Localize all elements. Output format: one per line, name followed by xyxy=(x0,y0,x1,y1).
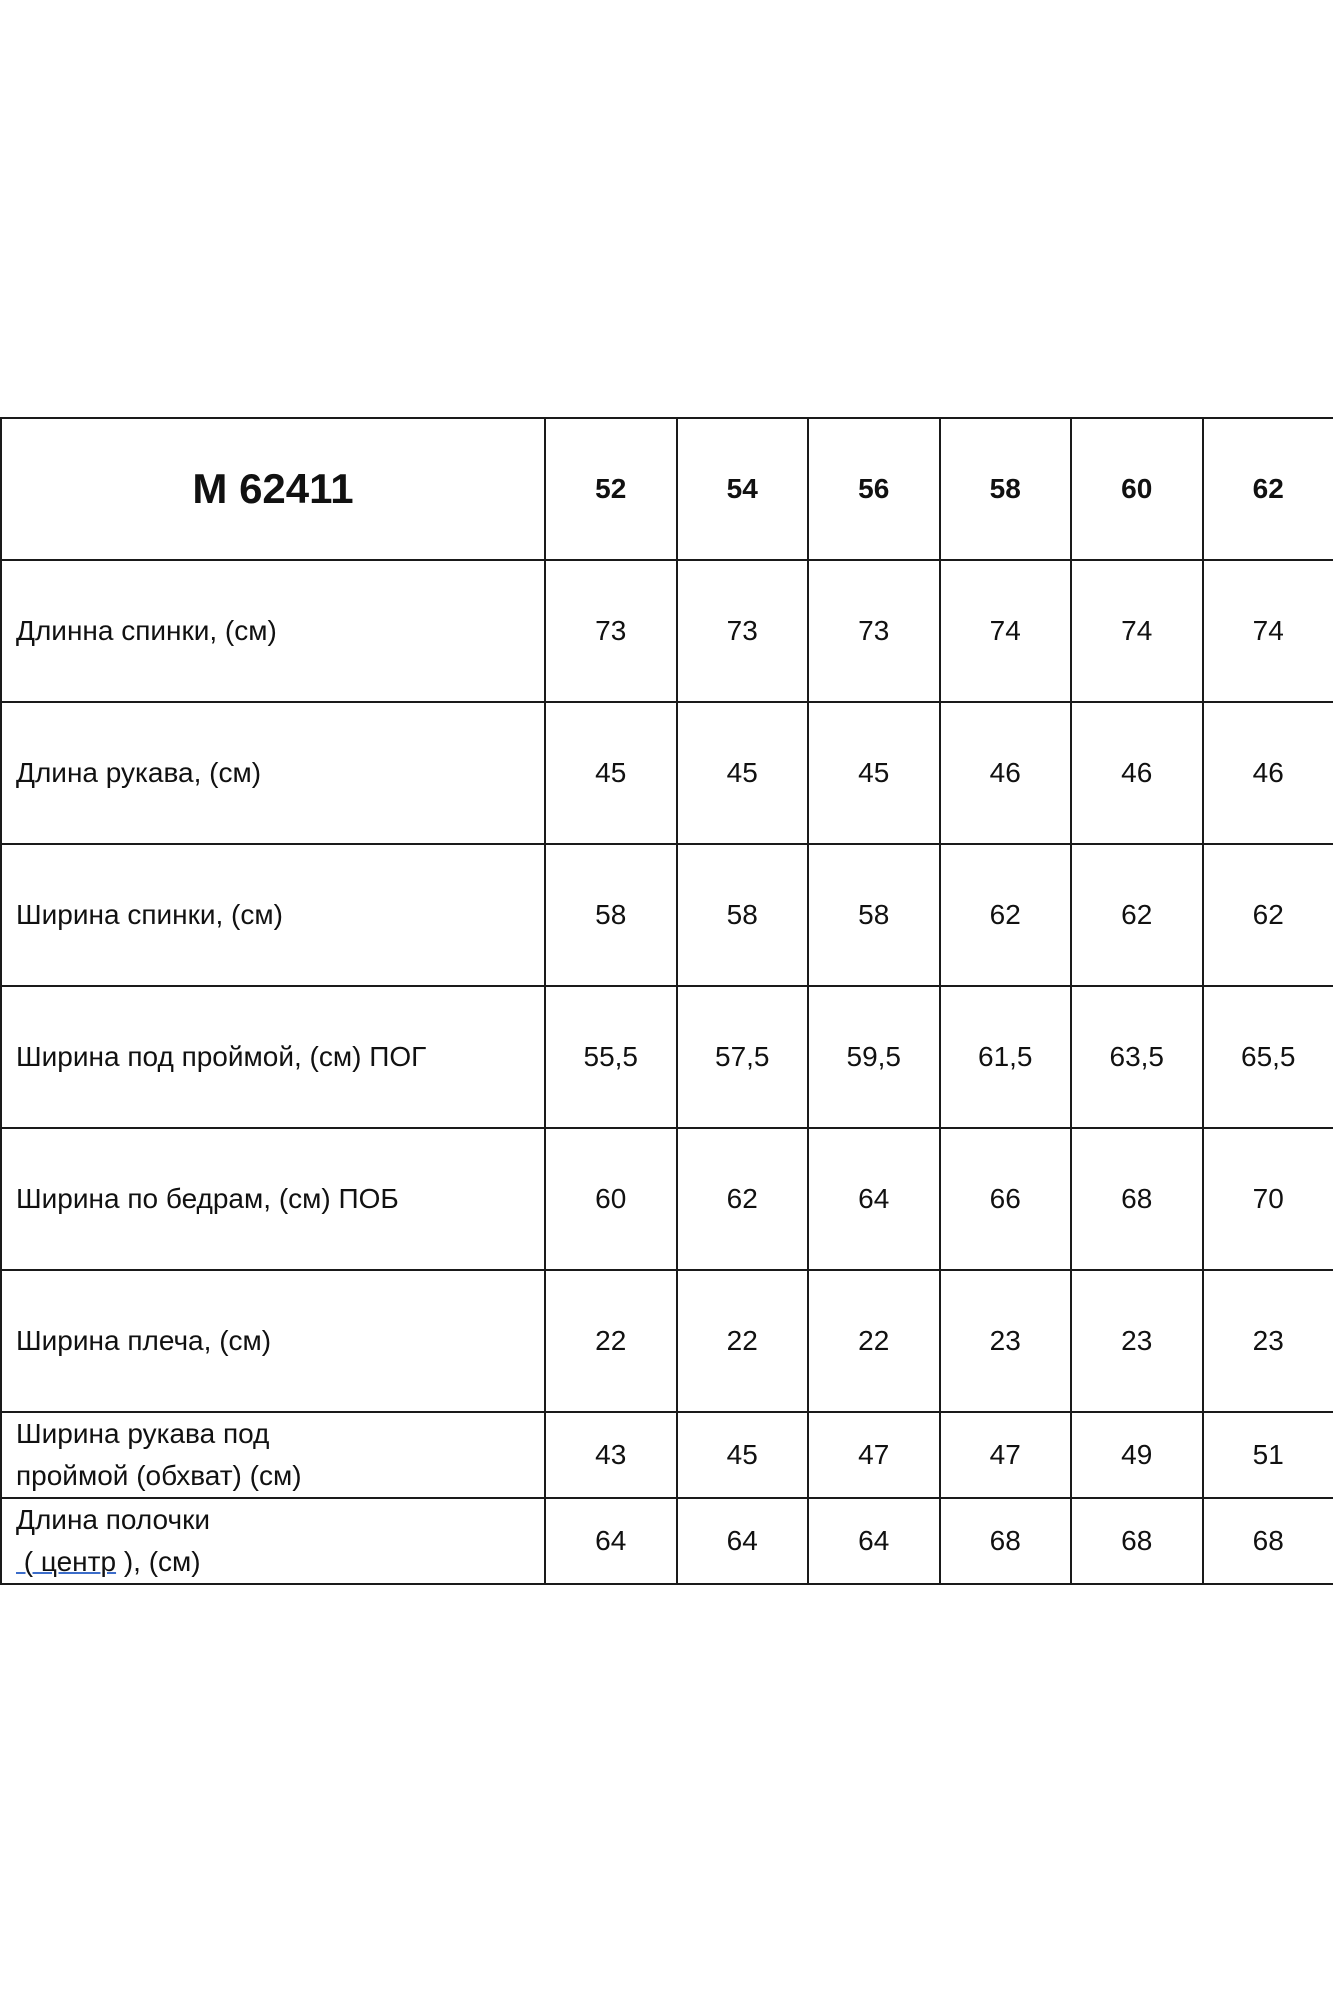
table-cell: 62 xyxy=(677,1128,809,1270)
size-header: 56 xyxy=(808,418,940,560)
table-cell: 22 xyxy=(677,1270,809,1412)
row-label: Длина рукава, (см) xyxy=(1,702,545,844)
size-header: 54 xyxy=(677,418,809,560)
row-label-line: Ширина рукава под xyxy=(16,1418,270,1449)
underlined-text: ( центр xyxy=(16,1546,117,1577)
table-cell: 45 xyxy=(808,702,940,844)
table-cell: 74 xyxy=(1071,560,1203,702)
table-cell: 45 xyxy=(677,1412,809,1498)
table-row xyxy=(1,844,1333,986)
table-row xyxy=(1,1128,1333,1270)
table-cell: 58 xyxy=(677,844,809,986)
row-label: Ширина по бедрам, (см) ПОБ xyxy=(1,1128,545,1270)
row-label: Длинна спинки, (см) xyxy=(1,560,545,702)
table-row xyxy=(1,1498,1333,1584)
table-cell: 57,5 xyxy=(677,986,809,1128)
size-header: 62 xyxy=(1203,418,1333,560)
table-cell: 23 xyxy=(940,1270,1072,1412)
table-cell: 46 xyxy=(1071,702,1203,844)
table-cell: 74 xyxy=(1203,560,1333,702)
table-cell: 73 xyxy=(677,560,809,702)
model-number: М 62411 xyxy=(1,418,545,560)
table-cell: 74 xyxy=(940,560,1072,702)
size-header: 52 xyxy=(545,418,677,560)
table-cell: 65,5 xyxy=(1203,986,1333,1128)
row-label xyxy=(1,1412,545,1498)
table-cell: 64 xyxy=(545,1498,677,1584)
table-cell: 55,5 xyxy=(545,986,677,1128)
table-cell: 63,5 xyxy=(1071,986,1203,1128)
table-row xyxy=(1,702,1333,844)
table-cell: 58 xyxy=(808,844,940,986)
table-cell: 51 xyxy=(1203,1412,1333,1498)
size-chart-table xyxy=(0,417,1333,1585)
table-cell: 68 xyxy=(1203,1498,1333,1584)
table-cell: 47 xyxy=(808,1412,940,1498)
table-cell: 23 xyxy=(1071,1270,1203,1412)
row-label-line: проймой (обхват) (см) xyxy=(16,1460,302,1491)
table-cell: 46 xyxy=(940,702,1072,844)
row-label-line: Длина полочки xyxy=(16,1504,210,1535)
table-cell: 66 xyxy=(940,1128,1072,1270)
row-label: Ширина плеча, (см) xyxy=(1,1270,545,1412)
table-cell: 49 xyxy=(1071,1412,1203,1498)
table-row xyxy=(1,1270,1333,1412)
table-cell: 47 xyxy=(940,1412,1072,1498)
row-label: Ширина спинки, (см) xyxy=(1,844,545,986)
table-row xyxy=(1,1412,1333,1498)
label-suffix: ), (см) xyxy=(116,1546,201,1577)
size-header: 58 xyxy=(940,418,1072,560)
table-cell: 68 xyxy=(940,1498,1072,1584)
table-cell: 59,5 xyxy=(808,986,940,1128)
table-cell: 46 xyxy=(1203,702,1333,844)
row-label: Ширина под проймой, (см) ПОГ xyxy=(1,986,545,1128)
header-row xyxy=(1,418,1333,560)
table-cell: 64 xyxy=(808,1128,940,1270)
table-cell: 73 xyxy=(545,560,677,702)
table-cell: 68 xyxy=(1071,1498,1203,1584)
table-cell: 60 xyxy=(545,1128,677,1270)
table-cell: 22 xyxy=(545,1270,677,1412)
table-cell: 58 xyxy=(545,844,677,986)
table-cell: 62 xyxy=(1203,844,1333,986)
table-cell: 70 xyxy=(1203,1128,1333,1270)
table-cell: 43 xyxy=(545,1412,677,1498)
table-cell: 22 xyxy=(808,1270,940,1412)
table-cell: 64 xyxy=(808,1498,940,1584)
table-cell: 62 xyxy=(940,844,1072,986)
table-cell: 62 xyxy=(1071,844,1203,986)
row-label xyxy=(1,1498,545,1584)
table-cell: 68 xyxy=(1071,1128,1203,1270)
table-cell: 23 xyxy=(1203,1270,1333,1412)
table-cell: 45 xyxy=(545,702,677,844)
table-cell: 61,5 xyxy=(940,986,1072,1128)
table-cell: 45 xyxy=(677,702,809,844)
size-header: 60 xyxy=(1071,418,1203,560)
row-label-line xyxy=(16,1541,544,1583)
table-cell: 64 xyxy=(677,1498,809,1584)
table-row xyxy=(1,560,1333,702)
table-cell: 73 xyxy=(808,560,940,702)
table-row xyxy=(1,986,1333,1128)
